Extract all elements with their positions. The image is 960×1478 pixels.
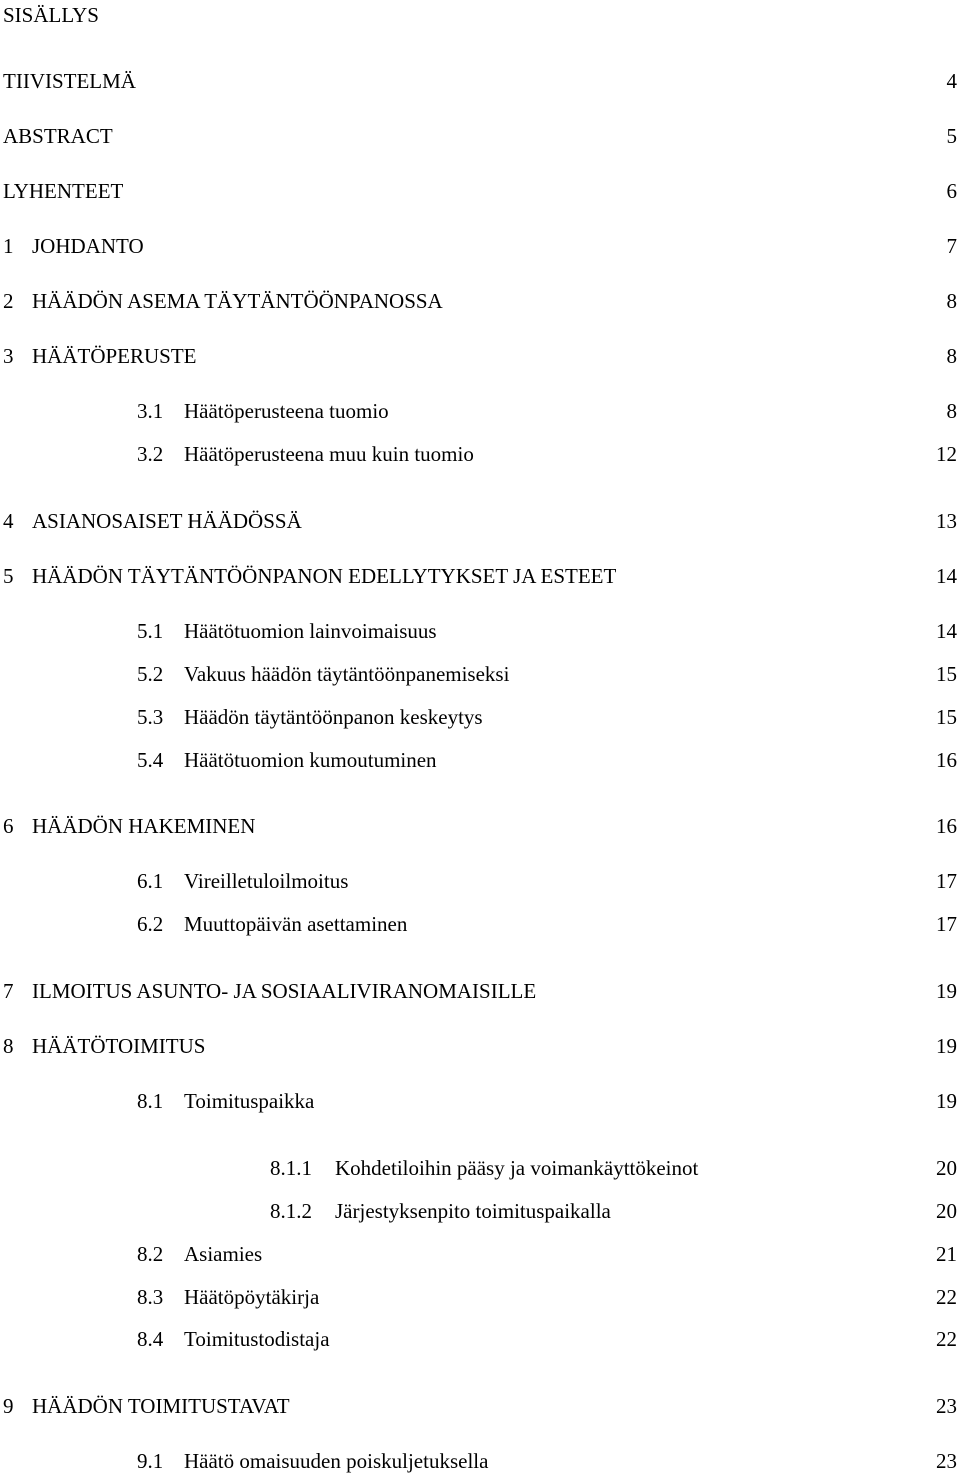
toc-entry-label: ASIANOSAISET HÄÄDÖSSÄ <box>32 509 302 533</box>
toc-entry <box>0 287 960 315</box>
toc-entry-number: 6.2 <box>137 912 164 936</box>
toc-entry-page: 16 <box>936 814 957 838</box>
toc-entry-number: 5.3 <box>137 705 164 729</box>
toc-entry-number: 8.1.2 <box>270 1199 312 1223</box>
toc-entry-number: 1 <box>3 234 14 258</box>
toc-entry <box>0 122 960 150</box>
toc-entry-label: HÄÄTÖTOIMITUS <box>32 1034 206 1058</box>
toc-entry <box>0 177 960 205</box>
toc-entry-page: 20 <box>936 1199 957 1223</box>
toc-entry-page: 14 <box>936 619 957 643</box>
toc-entry-label: HÄÄDÖN HAKEMINEN <box>32 814 256 838</box>
toc-entry-page: 17 <box>936 869 957 893</box>
toc-entry-label: Vakuus häädön täytäntöönpanemiseksi <box>184 662 510 686</box>
toc-entry <box>0 746 960 774</box>
toc-entry-page: 22 <box>936 1327 957 1351</box>
toc-entry <box>0 67 960 95</box>
toc-entry-page: 23 <box>936 1449 957 1473</box>
toc-entry-number: 8.1.1 <box>270 1156 312 1180</box>
toc-entry-label: HÄÄDÖN TOIMITUSTAVAT <box>32 1394 290 1418</box>
toc-entry-number: 5.2 <box>137 662 164 686</box>
toc-entry-label: Häädön täytäntöönpanon keskeytys <box>184 705 483 729</box>
toc-entry-label: Muuttopäivän asettaminen <box>184 912 408 936</box>
toc-entry-number: 8.3 <box>137 1285 164 1309</box>
toc-entry-label: TIIVISTELMÄ <box>3 69 136 93</box>
toc-entry-number: 9 <box>3 1394 14 1418</box>
toc-entry-number: 3 <box>3 344 14 368</box>
toc-entry-label: Häätöperusteena muu kuin tuomio <box>184 442 474 466</box>
toc-entry-page: 17 <box>936 912 957 936</box>
toc-entry-number: 4 <box>3 509 14 533</box>
toc-entry-number: 5 <box>3 564 14 588</box>
toc-entry-label: JOHDANTO <box>32 234 144 258</box>
toc-entry-number: 6 <box>3 814 14 838</box>
toc-entry-page: 19 <box>936 1089 957 1113</box>
toc-entry-page: 8 <box>946 344 957 368</box>
toc-entry-label: HÄÄDÖN TÄYTÄNTÖÖNPANON EDELLYTYKSET JA ESTEET <box>32 564 617 588</box>
toc-entry-label: Vireilletuloilmoitus <box>184 869 349 893</box>
toc-entry-page: 15 <box>936 662 957 686</box>
toc-entry <box>0 1392 960 1420</box>
toc-entry-label: Toimituspaikka <box>184 1089 315 1113</box>
toc-entry-page: 8 <box>946 289 957 313</box>
toc-entry <box>0 440 960 468</box>
toc-entry <box>0 1032 960 1060</box>
toc-entry-page: 5 <box>946 124 957 148</box>
toc-entry-page: 8 <box>946 399 957 423</box>
toc-entry-number: 5.1 <box>137 619 164 643</box>
toc-entry <box>0 397 960 425</box>
toc-entry <box>0 562 960 590</box>
toc-entry-label: Toimitustodistaja <box>184 1327 330 1351</box>
toc-entry-page: 7 <box>946 234 957 258</box>
toc-entry-label: ILMOITUS ASUNTO- JA SOSIAALIVIRANOMAISILLE <box>32 979 537 1003</box>
toc-entry-page: 19 <box>936 979 957 1003</box>
toc-entry-page: 6 <box>946 179 957 203</box>
toc-entry <box>0 867 960 895</box>
toc-entry <box>0 507 960 535</box>
toc-entry <box>0 1087 960 1115</box>
toc-entry-label: HÄÄDÖN ASEMA TÄYTÄNTÖÖNPANOSSA <box>32 289 443 313</box>
toc-entry <box>0 617 960 645</box>
toc-entry-label: Häätötuomion kumoutuminen <box>184 748 437 772</box>
toc-entry-label: Järjestyksenpito toimituspaikalla <box>335 1199 611 1223</box>
toc-entry-label: ABSTRACT <box>3 124 113 148</box>
toc-entry <box>0 977 960 1005</box>
toc-entry-label: Häätöperusteena tuomio <box>184 399 389 423</box>
toc-entry <box>0 1240 960 1268</box>
toc-entry-number: 8.4 <box>137 1327 164 1351</box>
toc-entry-page: 23 <box>936 1394 957 1418</box>
toc-entry-number: 2 <box>3 289 14 313</box>
toc-entry-number: 3.1 <box>137 399 164 423</box>
toc-entry-number: 8.1 <box>137 1089 164 1113</box>
toc-entry-number: 8.2 <box>137 1242 164 1266</box>
toc-entry <box>0 910 960 938</box>
toc-entry <box>0 1283 960 1311</box>
toc-entry-label: Häätötuomion lainvoimaisuus <box>184 619 437 643</box>
toc-entry <box>0 1325 960 1353</box>
toc-entry-page: 22 <box>936 1285 957 1309</box>
toc-entry-number: 9.1 <box>137 1449 164 1473</box>
toc-entry-label: LYHENTEET <box>3 179 124 203</box>
toc-entry-number: 5.4 <box>137 748 164 772</box>
toc-entry-page: 20 <box>936 1156 957 1180</box>
toc-entry-number: 7 <box>3 979 14 1003</box>
toc-entry-label: HÄÄTÖPERUSTE <box>32 344 197 368</box>
toc-entry-page: 4 <box>946 69 957 93</box>
toc-entry <box>0 703 960 731</box>
toc-entry-number: 6.1 <box>137 869 164 893</box>
toc-entry <box>0 660 960 688</box>
toc-entry-page: 21 <box>936 1242 957 1266</box>
toc-entry-page: 13 <box>936 509 957 533</box>
toc-entry <box>0 1154 960 1182</box>
toc-entry-page: 15 <box>936 705 957 729</box>
toc-entry-page: 16 <box>936 748 957 772</box>
toc-entry <box>0 232 960 260</box>
toc-entry <box>0 1197 960 1225</box>
toc-entry-label: Häätöpöytäkirja <box>184 1285 320 1309</box>
toc-entry-label: Kohdetiloihin pääsy ja voimankäyttökeinot <box>335 1156 699 1180</box>
toc-entry <box>0 812 960 840</box>
toc-entry-number: 3.2 <box>137 442 164 466</box>
toc-entry-page: 12 <box>936 442 957 466</box>
toc-entry-label: Asiamies <box>184 1242 263 1266</box>
toc-entry-page: 19 <box>936 1034 957 1058</box>
toc-entry-number: 8 <box>3 1034 14 1058</box>
toc-entry <box>0 342 960 370</box>
toc-title: SISÄLLYS <box>3 3 99 27</box>
toc-entry <box>0 1447 960 1475</box>
toc-entry-label: Häätö omaisuuden poiskuljetuksella <box>184 1449 489 1473</box>
toc-entry-page: 14 <box>936 564 957 588</box>
